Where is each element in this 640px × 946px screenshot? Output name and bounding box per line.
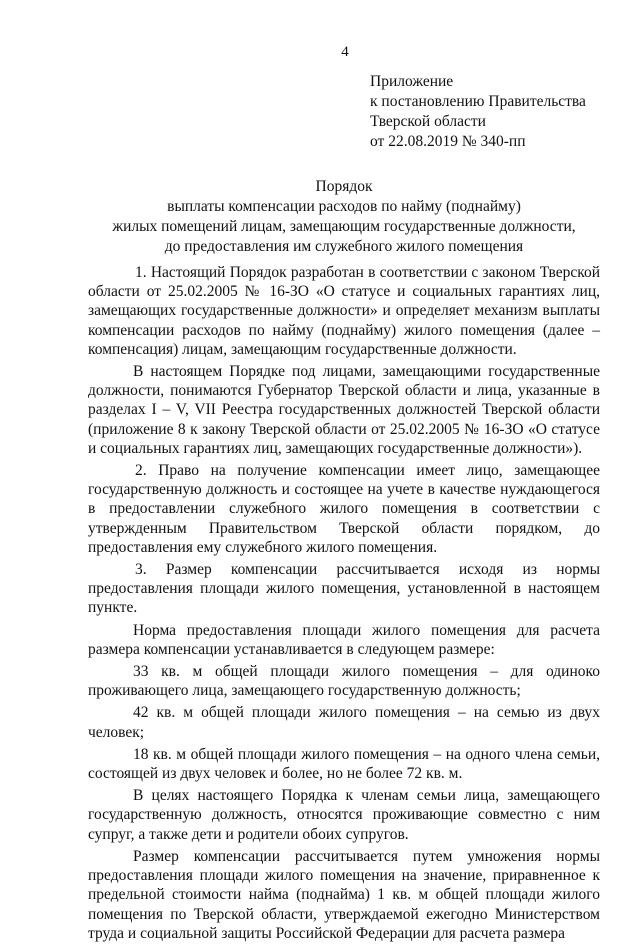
document-body <box>88 263 600 946</box>
paragraph-9: В целях настоящего Порядка к членам семьи лица, замещающего государственную должность, относятся проживающие совместно с ним супруг, а также дети и родители обоих супругов. <box>88 787 600 843</box>
paragraph-7: 42 кв. м общей площади жилого помещения – на семью из двух человек; <box>88 704 600 741</box>
paragraph-6: 33 кв. м общей площади жилого помещения – для одиноко проживающего лица, замещающего государственную должность; <box>88 663 600 700</box>
page-number: 4 <box>341 44 349 60</box>
document-title <box>88 177 600 257</box>
paragraph-1: 1. Настоящий Порядок разработан в соответствии с законом Тверской области от 25.02.2005 № 16-ЗО «О статусе и социальных гарантиях лиц, замещающих государственные должности» и определяет механизм выплаты компенсации расходов по найму (поднайму) жилого помещения (далее – компенсация) лицам, замещающим государственные должности. <box>88 264 600 358</box>
title-line-3: до предоставления им служебного жилого помещения <box>164 238 524 255</box>
appendix-reference <box>370 72 586 152</box>
title-line-2: жилых помещений лицам, замещающим государственные должности, <box>112 218 576 235</box>
paragraph-3: 2. Право на получение компенсации имеет лицо, замещающее государственную должность и состоящее на учете в качестве нуждающегося в предоставлении служебного жилого помещения в соответствии с утвержденным Правительством Тверской области порядком, до предоставления ему служебного жилого помещения. <box>88 462 600 556</box>
appendix-label: Приложение <box>370 73 454 90</box>
appendix-date-number: от 22.08.2019 № 340-пп <box>370 133 526 150</box>
paragraph-5: Норма предоставления площади жилого помещения для расчета размера компенсации устанавливается в следующем размере: <box>88 621 600 658</box>
title-line-1: выплаты компенсации расходов по найму (поднайму) <box>167 198 521 215</box>
paragraph-8: 18 кв. м общей площади жилого помещения – на одного члена семьи, состоящей из двух человек и более, но не более 72 кв. м. <box>88 745 600 783</box>
appendix-region: Тверской области <box>370 113 486 130</box>
appendix-resolution: к постановлению Правительства <box>370 93 586 110</box>
paragraph-2: В настоящем Порядке под лицами, замещающими государственные должности, понимаются Губернатор Тверской области и лица, указанные в разделах I – V, VII Реестра государственных должностей Тверской области (приложение 8 к закону Тверской области от 25.02.2005 № 16-ЗО «О статусе и социальных гарантиях лиц, замещающих государственные должности»). <box>88 363 600 457</box>
paragraph-4: 3. Размер компенсации рассчитывается исходя из нормы предоставления площади жилого помещения, установленной в настоящем пункте. <box>88 561 600 617</box>
paragraph-10: Размер компенсации рассчитывается путем умножения нормы предоставления площади жилого помещения на значение, приравненное к предельной стоимости найма (поднайма) 1 кв. м общей площади жилого помещения по Тверской области, утверждаемой ежегодно Министерством труда и социальной защиты Российской Федерации для расчета размера <box>88 847 600 942</box>
title-heading: Порядок <box>315 178 373 195</box>
